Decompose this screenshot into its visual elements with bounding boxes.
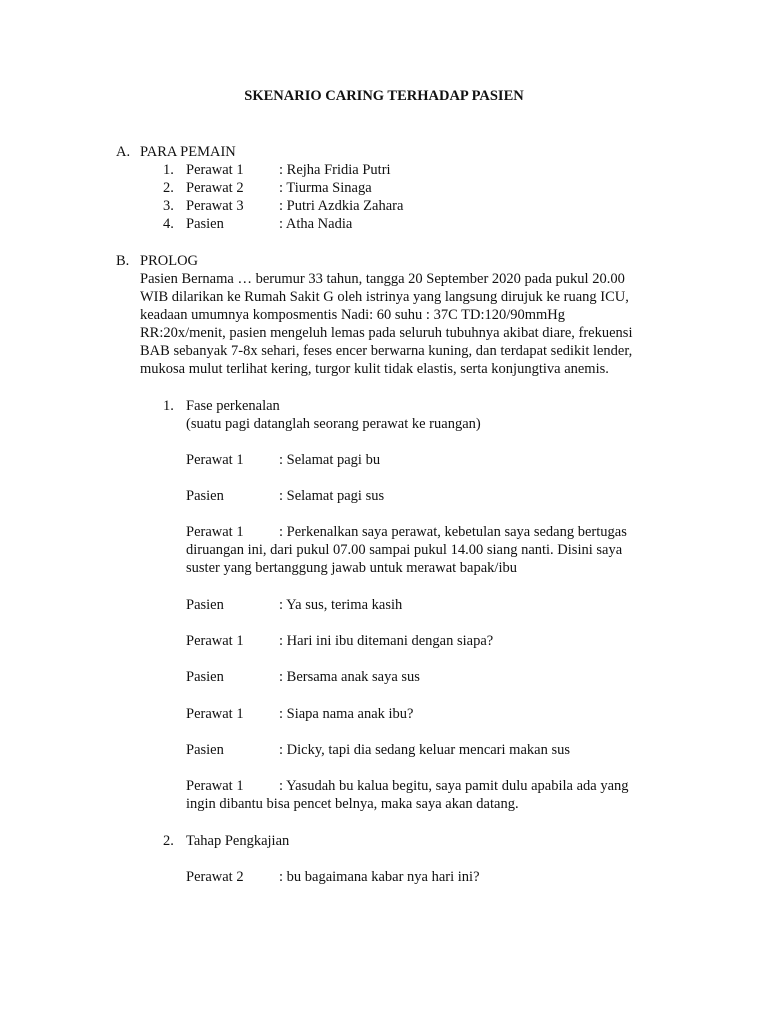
prolog-line: Pasien Bernama … berumur 33 tahun, tangga 20 September 2020 pada pukul 20.00 <box>140 271 625 287</box>
dialog-text-continued: ingin dibantu bisa pencet belnya, maka saya akan datang. <box>186 796 519 812</box>
player-name: : Putri Azdkia Zahara <box>279 198 404 214</box>
phase-1-title: Fase perkenalan <box>186 398 280 414</box>
player-name: : Atha Nadia <box>279 216 353 232</box>
prolog-line: RR:20x/menit, pasien mengeluh lemas pada seluruh tubuhnya akibat diare, frekuensi <box>140 325 633 341</box>
phase-1-number: 1. <box>163 398 174 414</box>
dialog-speaker: Perawat 2 <box>186 869 244 885</box>
dialog-speaker: Perawat 1 <box>186 706 244 722</box>
player-num: 3. <box>163 198 174 214</box>
section-b-letter: B. <box>116 253 130 269</box>
dialog-speaker: Perawat 1 <box>186 633 244 649</box>
dialog-text: : Dicky, tapi dia sedang keluar mencari makan sus <box>279 742 570 758</box>
dialog-text-continued: suster yang bertanggung jawab untuk merawat bapak/ibu <box>186 560 517 576</box>
dialog-text: : Hari ini ibu ditemani dengan siapa? <box>279 633 494 649</box>
dialog-text: : Siapa nama anak ibu? <box>279 706 414 722</box>
player-role: Perawat 1 <box>186 162 244 178</box>
dialog-speaker: Perawat 1 <box>186 778 244 794</box>
dialog-speaker: Pasien <box>186 669 224 685</box>
phase-1-subtitle: (suatu pagi datanglah seorang perawat ke ruangan) <box>186 416 481 432</box>
dialog-speaker: Perawat 1 <box>186 452 244 468</box>
dialog-text: : Selamat pagi bu <box>279 452 381 468</box>
dialog-text: : Selamat pagi sus <box>279 488 385 504</box>
prolog-line: WIB dilarikan ke Rumah Sakit G oleh istrinya yang langsung dirujuk ke ruang ICU, <box>140 289 629 305</box>
prolog-line: keadaan umumnya komposmentis Nadi: 60 suhu : 37C TD:120/90mmHg <box>140 307 566 323</box>
dialog-text: : Perkenalkan saya perawat, kebetulan saya sedang bertugas <box>279 524 627 540</box>
phase-2-title: Tahap Pengkajian <box>186 833 290 849</box>
player-num: 1. <box>163 162 174 178</box>
dialog-text: : Bersama anak saya sus <box>279 669 420 685</box>
player-name: : Tiurma Sinaga <box>279 180 372 196</box>
dialog-speaker: Perawat 1 <box>186 524 244 540</box>
dialog-speaker: Pasien <box>186 742 224 758</box>
section-a-heading: PARA PEMAIN <box>140 144 236 160</box>
player-role: Perawat 3 <box>186 198 244 214</box>
player-role: Pasien <box>186 216 224 232</box>
player-num: 4. <box>163 216 174 232</box>
prolog-line: mukosa mulut terlihat kering, turgor kulit tidak elastis, serta konjungtiva anemis. <box>140 361 609 377</box>
dialog-speaker: Pasien <box>186 597 224 613</box>
player-num: 2. <box>163 180 174 196</box>
phase-2-number: 2. <box>163 833 174 849</box>
section-b-heading: PROLOG <box>140 253 199 269</box>
section-a-letter: A. <box>116 144 131 160</box>
dialog-text: : bu bagaimana kabar nya hari ini? <box>279 869 480 885</box>
dialog-text: : Yasudah bu kalua begitu, saya pamit dulu apabila ada yang <box>279 778 629 794</box>
dialog-text-continued: diruangan ini, dari pukul 07.00 sampai pukul 14.00 siang nanti. Disini saya <box>186 542 623 558</box>
document-title: SKENARIO CARING TERHADAP PASIEN <box>244 88 524 104</box>
dialog-speaker: Pasien <box>186 488 224 504</box>
player-role: Perawat 2 <box>186 180 244 196</box>
prolog-line: BAB sebanyak 7-8x sehari, feses encer berwarna kuning, dan terdapat sedikit lender, <box>140 343 633 359</box>
dialog-text: : Ya sus, terima kasih <box>279 597 403 613</box>
player-name: : Rejha Fridia Putri <box>279 162 391 178</box>
